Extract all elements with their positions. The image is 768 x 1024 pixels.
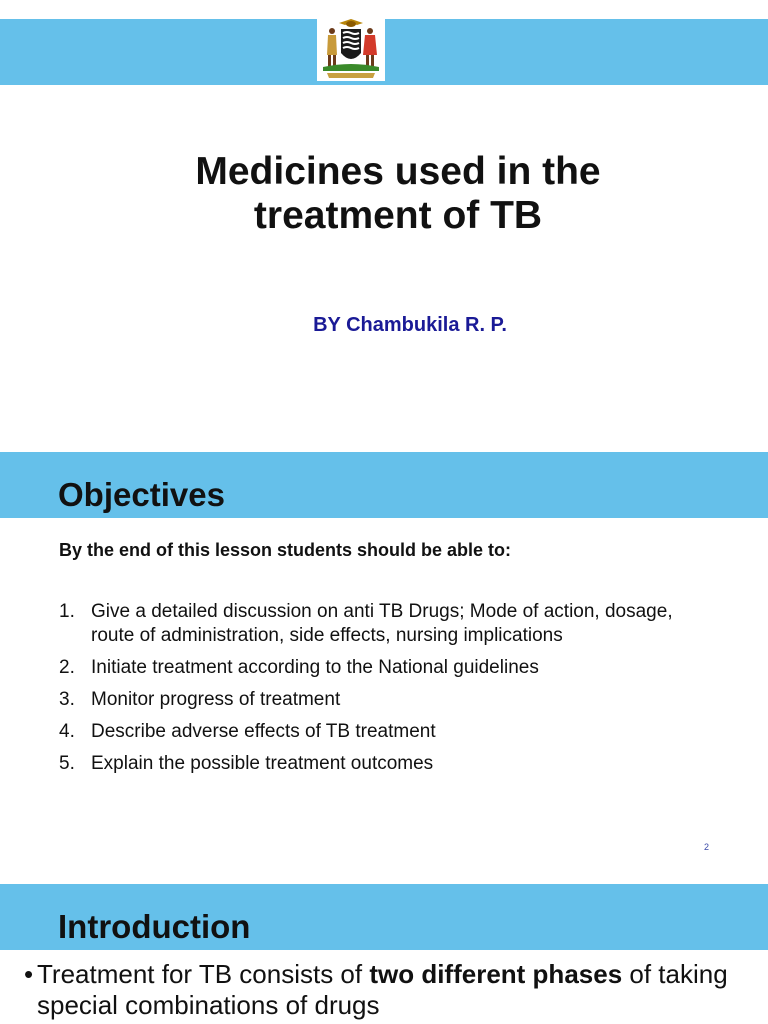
author-line: BY Chambukila R. P.: [313, 314, 507, 336]
list-number: 5.: [59, 753, 75, 774]
bullet-text-part-1: Treatment for TB consists of: [37, 959, 370, 989]
list-item: [59, 688, 699, 712]
list-number: 3.: [59, 689, 75, 710]
objectives-intro: By the end of this lesson students should be able to:: [59, 540, 512, 560]
zambia-coat-of-arms-icon: [317, 15, 385, 81]
presentation-title: [0, 150, 768, 238]
bullet-point: [24, 959, 764, 1021]
slide-heading: Objectives: [58, 476, 225, 513]
list-number: 4.: [59, 721, 75, 742]
list-item: [59, 752, 699, 776]
title-line-1: Medicines used in the: [195, 150, 601, 193]
slide-heading: Introduction: [58, 908, 251, 945]
bullet-text: [24, 959, 764, 1021]
page-number: 2: [704, 842, 710, 852]
list-item: [59, 600, 699, 648]
list-number: 2.: [59, 657, 75, 678]
slide-separator: [0, 868, 768, 884]
list-item: [59, 720, 699, 744]
bullet-text-bold: two different phases: [369, 959, 623, 989]
objectives-slide: [0, 452, 768, 868]
title-slide: [0, 0, 768, 436]
list-text: Monitor progress of treatment: [91, 689, 341, 710]
list-text: Initiate treatment according to the National guidelines: [91, 657, 539, 678]
bullet-icon: •: [24, 959, 34, 989]
list-item: [59, 656, 699, 680]
introduction-slide: [0, 884, 768, 1024]
list-number: 1.: [59, 601, 75, 622]
list-text: Describe adverse effects of TB treatment: [91, 721, 436, 742]
list-text: Explain the possible treatment outcomes: [91, 753, 434, 774]
objectives-list: [59, 600, 699, 784]
bullet-text-part-2: of taking special combinations of drugs: [37, 959, 728, 1020]
list-text: Give a detailed discussion on anti TB Drugs; Mode of action, dosage, route of administration, side effects, nursing implications: [91, 601, 673, 646]
slide-separator: [0, 436, 768, 452]
title-line-2: treatment of TB: [253, 194, 543, 237]
